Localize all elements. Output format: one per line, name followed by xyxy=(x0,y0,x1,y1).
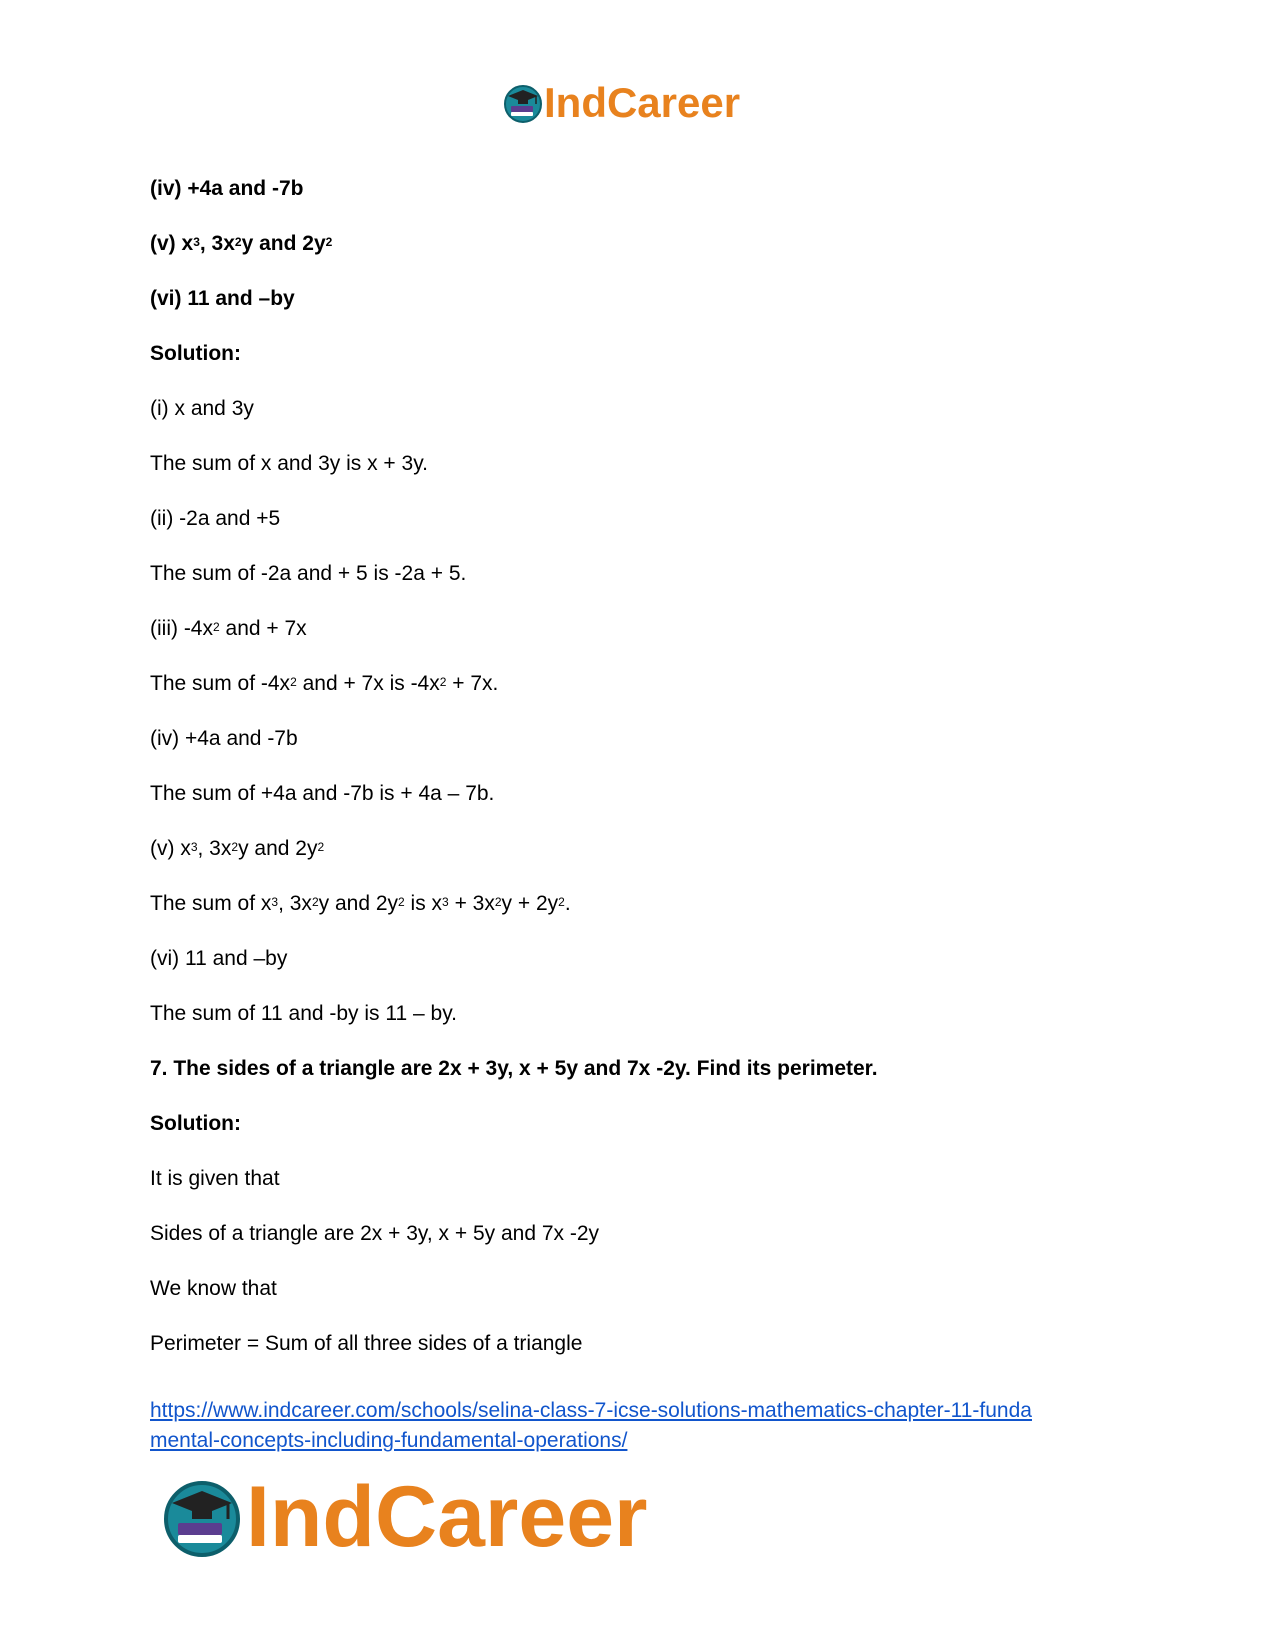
text-line xyxy=(150,561,1150,587)
text-run: Solution: xyxy=(150,1112,241,1135)
header-logo xyxy=(502,78,740,128)
text-run: + 3x xyxy=(448,892,495,915)
text-run: and + 7x is -4x xyxy=(296,672,440,695)
text-line xyxy=(150,1166,1150,1192)
superscript: 2 xyxy=(398,895,405,909)
source-link-block xyxy=(150,1396,1150,1456)
text-line xyxy=(150,1111,1150,1137)
graduation-globe-icon xyxy=(502,82,544,124)
text-run: and + 7x xyxy=(219,617,307,640)
text-run: It is given that xyxy=(150,1167,280,1190)
text-run: is x xyxy=(404,892,443,915)
text-run: , 3x xyxy=(278,892,312,915)
text-run: (iv) +4a and -7b xyxy=(150,177,304,200)
text-run: (v) x xyxy=(150,837,191,860)
superscript: 2 xyxy=(311,895,319,909)
text-run: The sum of x and 3y is x + 3y. xyxy=(150,452,428,475)
superscript: 2 xyxy=(290,675,297,689)
text-line xyxy=(150,1276,1150,1302)
text-run: (vi) 11 and –by xyxy=(150,947,288,970)
text-line xyxy=(150,1001,1150,1027)
text-run: (vi) 11 and –by xyxy=(150,287,295,310)
text-run: , 3x xyxy=(199,232,235,255)
graduation-globe-icon xyxy=(160,1475,244,1559)
text-line xyxy=(150,616,1150,642)
text-run: y and 2y xyxy=(238,837,318,860)
text-line xyxy=(150,231,1150,257)
superscript: 2 xyxy=(234,235,242,249)
superscript: 2 xyxy=(213,620,220,634)
superscript: 2 xyxy=(231,840,239,854)
text-line xyxy=(150,176,1150,202)
text-run: Solution: xyxy=(150,342,241,365)
text-run: Perimeter = Sum of all three sides of a triangle xyxy=(150,1332,583,1355)
superscript: 3 xyxy=(190,840,198,854)
text-run: y and 2y xyxy=(318,892,399,915)
header-brand-text: IndCareer xyxy=(544,79,741,126)
footer-logo xyxy=(160,1469,648,1565)
source-link-line-1[interactable]: https://www.indcareer.com/schools/selina-class-7-icse-solutions-mathematics-chapter-11-funda xyxy=(150,1399,1032,1422)
text-run: (v) x xyxy=(150,232,194,255)
text-run: (iii) -4x xyxy=(150,617,213,640)
text-run: The sum of x xyxy=(150,892,272,915)
text-run: . xyxy=(564,892,571,915)
text-line xyxy=(150,286,1150,312)
text-run: The sum of +4a and -7b is + 4a – 7b. xyxy=(150,782,495,805)
text-run: 7. The sides of a triangle are 2x + 3y, x + 5y and 7x -2y. Find its perimeter. xyxy=(150,1057,878,1080)
text-line xyxy=(150,396,1150,422)
footer-brand-text: IndCareer xyxy=(246,1469,648,1565)
text-run: (iv) +4a and -7b xyxy=(150,727,298,750)
text-run: The sum of 11 and -by is 11 – by. xyxy=(150,1002,457,1025)
superscript: 2 xyxy=(325,235,333,249)
text-line xyxy=(150,781,1150,807)
superscript: 2 xyxy=(317,840,325,854)
superscript: 2 xyxy=(558,895,565,909)
text-line xyxy=(150,451,1150,477)
text-run: Sides of a triangle are 2x + 3y, x + 5y and 7x -2y xyxy=(150,1222,600,1245)
text-line xyxy=(150,671,1150,697)
text-line xyxy=(150,726,1150,752)
text-line xyxy=(150,1056,1150,1082)
text-line xyxy=(150,836,1150,862)
superscript: 2 xyxy=(494,895,502,909)
document-body xyxy=(150,176,1150,1357)
superscript: 3 xyxy=(193,235,200,249)
text-line xyxy=(150,1331,1150,1357)
text-run: + 7x. xyxy=(446,672,499,695)
text-run: The sum of -4x xyxy=(150,672,291,695)
source-link-line-2[interactable]: mental-concepts-including-fundamental-operations/ xyxy=(150,1429,628,1452)
text-line xyxy=(150,891,1150,917)
superscript: 3 xyxy=(271,895,279,909)
text-line xyxy=(150,341,1150,367)
text-line xyxy=(150,1221,1150,1247)
text-run: (i) x and 3y xyxy=(150,397,254,420)
text-run: We know that xyxy=(150,1277,277,1300)
text-run: The sum of -2a and + 5 is -2a + 5. xyxy=(150,562,467,585)
text-run: (ii) -2a and +5 xyxy=(150,507,281,530)
text-line xyxy=(150,506,1150,532)
text-line xyxy=(150,946,1150,972)
text-run: y + 2y xyxy=(501,892,559,915)
text-run: , 3x xyxy=(197,837,232,860)
superscript: 2 xyxy=(439,675,447,689)
superscript: 3 xyxy=(442,895,449,909)
text-run: y and 2y xyxy=(241,232,326,255)
